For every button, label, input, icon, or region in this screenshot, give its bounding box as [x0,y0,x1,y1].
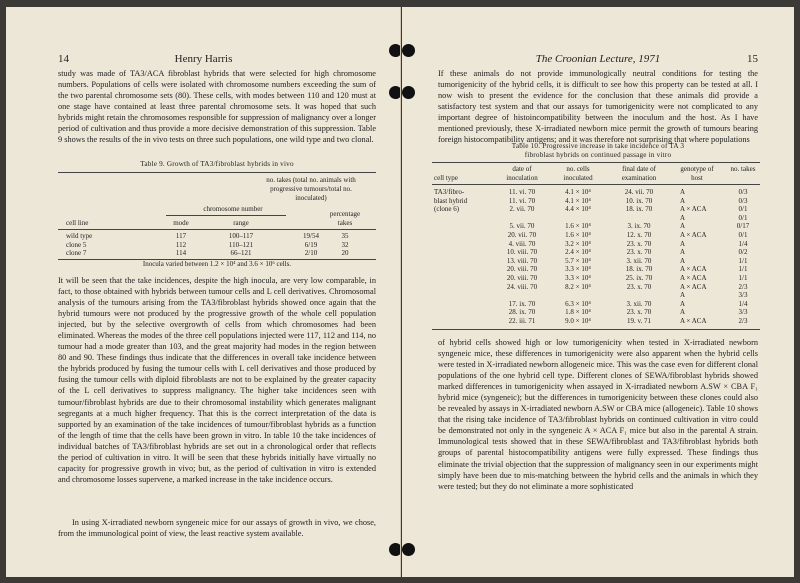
divider [58,172,376,173]
binding-hole [402,543,415,556]
table-cell: 23. x. 70 [626,248,652,257]
table-cell: 3.3 × 10⁴ [565,265,591,274]
table-cell: 35 [341,232,349,240]
binding-hole [389,44,401,57]
table-cell: 2.4 × 10⁴ [565,248,591,257]
table-cell: 112 [175,240,187,249]
binding-hole [402,86,415,99]
table-cell: 20. vii. 70 [507,231,537,239]
table-cell: 23. x. 70 [626,282,652,291]
paragraph: In using X-irradiated newborn syngeneic mice for our assays of growth in vivo, we chose, from the immunological point of view, the least reactive system available. [58,518,376,539]
table-cell: 0/3 [738,188,748,196]
table-cell: 1/1 [738,274,748,282]
table-cell: 0/1 [738,213,748,222]
divider [58,229,376,230]
table-title: Table 9. Growth of TA3/fibroblast hybrids in vivo [140,160,294,168]
table-cell: A [680,239,686,248]
table-cell: 10. ix. 70 [625,196,653,205]
table-cell: 25. ix. 70 [625,274,653,282]
table-header: no. cells inoculated [563,165,593,182]
binding-hole [402,44,415,57]
table-cell: 6/19 [304,240,318,249]
table-cell: 2/3 [738,282,748,291]
table-header: genotype of host [680,165,714,182]
divider [432,184,760,185]
running-head: The Croonian Lecture, 1971 [535,53,661,65]
table-cell: 20. viii. 70 [506,265,538,274]
table-cell: clone 7 [66,249,87,257]
running-head: Henry Harris [174,53,233,65]
table-cell: 2/10 [304,249,318,257]
table-header: final date of examination [621,165,657,182]
table-cell: 117 [175,232,187,240]
table-cell: 12. x. 70 [626,231,652,239]
table-cell: 3.3 × 10⁴ [565,274,591,282]
table-cell: A [680,256,686,265]
table-cell: 1/4 [738,239,748,248]
table-cell: 3. xii. 70 [626,299,652,308]
paragraph: of hybrid cells showed high or low tumorigenicity when tested in X-irradiated newborn syngeneic mice, these differences in tumorigenicity were also apparent when the hybrid cells were tested in X-irradiated newborn allogeneic mice. This was the case even for different clonal populations of the one hybrid cell type. Different clones of SEWA/fibroblast hybrids showed marked differences in tumorigenicity when assayed in X-irradiated newborn A.SW × CBA F₁ hybrid mice (syngeneic); but the differences in tumorigenicity between these clones could also be revealed by assays in X-irradiated newborn A.SW or CBA mice (allogeneic). Table 10 shows that the rising take incidence of TA3/fibroblast hybrids on continued cultivation in vitro could be demonstrated not only in the syngeneic A × ACA F₁ mice but also in the parental A strain. Immunological tests showed that in these SEWA/fibroblast and TA3/fibroblast hybrids both groups of parental histocompatibility antigens were fully expressed. These findings thus eliminate the trivial objection that the suppression of malignancy seen in our experiments might simply have been due to mis-matching between the hybrid cells and the animals in which they were tested; but they do not eliminate a more sophisticated [438,338,758,491]
table-header: no. takes [730,165,756,173]
table-cell: 22. iii. 71 [508,317,536,325]
table-cell: 0/3 [738,196,748,205]
table-cell: A [680,222,686,231]
table-cell: 23. x. 70 [626,308,652,317]
table-cell: 9.0 × 10⁴ [565,317,591,325]
table-header: mode [173,219,189,227]
binding-hole [389,543,401,556]
table-cell: 1.6 × 10⁴ [565,222,591,231]
table-cell: A × ACA [680,205,707,214]
table-cell: 1/1 [738,265,748,274]
table-footnote: Inocula varied between 1.2 × 10⁴ and 3.6 × 10⁶ cells. [142,260,292,268]
paragraph: If these animals do not provide immunologically neutral conditions for testing the tumorigenicity of the hybrid cells, it is difficult to see how this property can be tested at all. I now wish to present the evidence for the conclusion that these animals did provide a satisfactory test system and that our assays for tumorigenicity were not complicated to any important degree of histoincompatibility between the inoculum and the host. As I have mentioned previously, these X-irradiated newborn mice permit the growth of tumours bearing foreign histocompatibility antigens; and it was therefore not surprising that where populations [438,69,758,145]
table-header: cell type [434,174,458,182]
table-cell: 4.1 × 10⁴ [565,188,591,196]
table-cell: 110–121 [228,240,254,249]
table-cell: 18. ix. 70 [625,205,653,214]
table-cell: 10. viii. 70 [506,248,538,257]
table-cell: 11. vi. 70 [508,196,536,205]
table-cell: 2. vii. 70 [509,205,535,214]
table-cell: 3. xii. 70 [626,256,652,265]
table-title: Table 10. Progressive increase in take incidence of TA 3 [511,142,685,150]
left-page [6,7,401,577]
table-cell: 5.7 × 10⁴ [565,256,591,265]
table-cell: 3.2 × 10⁴ [565,239,591,248]
table-title: fibroblast hybrids on continued passage in vitro [524,151,672,159]
table-cell: 24. viii. 70 [506,282,538,291]
table-cell: 4. viii. 70 [508,239,536,248]
table-cell: blast hybrid [434,196,468,205]
table-cell: 8.2 × 10⁴ [565,282,591,291]
table-cell: A [680,291,686,300]
page-number: 15 [747,53,758,65]
table-cell: 1/4 [738,299,748,308]
table-cell: 1.6 × 10⁴ [565,231,591,239]
binding-hole [389,86,401,99]
table-cell: 0/17 [736,222,750,231]
table-header: range [233,219,249,227]
table-cell: 0/2 [738,248,748,257]
table-header: cell line [66,219,89,227]
table-cell: 66–121 [230,249,252,257]
table-cell: 24. vii. 70 [624,188,654,196]
table-cell: A × ACA [680,282,707,291]
table-cell: 3. ix. 70 [627,222,651,231]
table-cell: A [680,188,686,196]
table-cell: 1.8 × 10⁴ [565,308,591,317]
table-cell: 13. viii. 70 [506,256,538,265]
table-cell: 20. viii. 70 [506,274,538,282]
table-cell: A × ACA [680,317,707,325]
table-cell: 17. ix. 70 [508,299,536,308]
paragraph: It will be seen that the take incidences, despite the high inocula, are very low comparable, in fact, to those obtained with hybrids between tumour cells and L cell derivatives. Chromosomal analysis of the tumours arising from the TA3/fibroblast hybrids showed once again that the hybrid tumours were not produced by the progressive growth of the whole cell population injected, but by the selective overgrowth of cells from which chromosomes had been eliminated. Whereas the modes of the three cell populations injected were 117, 112 and 114, no tumour had a mode greater than 103, and the great majority had modes in the region between 80 and 90. These findings thus indicate that the differences in overall take incidence between the hybrids produced by fusing the tumour cells with L cell derivatives and those produced by fusing the tumour cells with diploid fibroblasts are not to be explained by the greater capacity of the L cell derivatives to suppress malignancy. The higher take incidences seen with tumour/fibroblast hybrids are due to their chromosomal instability which generates malignant segregants at a much higher frequency. That this is the correct interpretation of the data is supported by an examination of the take incidences of tumour/fibroblast hybrids as a function of the length of time that the cells have been grown in vitro. In table 10 the take incidences of individual batches of TA3/fibroblast hybrids are set out in a chronological order that reflects the period of cultivation in vitro. It will be seen that these hybrids initially have virtually no capacity for progressive growth in vivo; but, as the period of cultivation in vitro is extended and chromosome losses supervene, a marked increase in the take incidence occurs. [58,276,376,484]
table-cell: 6.3 × 10⁴ [565,299,591,308]
table-cell: (clone 6) [434,205,460,214]
table-cell: A [680,299,686,308]
table-cell: A × ACA [680,231,707,239]
right-page [402,7,794,577]
table-cell: A [680,308,686,317]
table-cell: 20 [341,249,349,257]
table-cell: 18. ix. 70 [625,265,653,274]
table-cell: 32 [341,240,349,249]
table-cell: 114 [175,249,187,257]
table-header: percentage takes [329,210,361,227]
table-cell: A × ACA [680,265,707,274]
table-cell: 0/1 [738,205,748,214]
table-cell: A [680,196,686,205]
table-cell: 4.1 × 10⁴ [565,196,591,205]
table-cell: 4.4 × 10⁴ [565,205,591,214]
divider [432,162,760,163]
book-spread [6,7,794,577]
table-cell: A × ACA [680,274,707,282]
table-group-header: chromosome number [203,205,263,213]
table-cell: clone 5 [66,240,87,249]
table-cell: wild type [66,232,93,240]
table-cell: 23. x. 70 [626,239,652,248]
table-cell: 1/1 [738,256,748,265]
table-cell: 3/3 [738,291,748,300]
divider [432,329,760,330]
divider [166,215,286,216]
table-cell: 19/54 [303,232,319,240]
table-cell: 28. ix. 70 [508,308,536,317]
page-number: 14 [58,53,69,65]
table-cell: 2/3 [738,317,748,325]
table-cell: TA3/fibro- [434,188,465,196]
table-cell: 19. v. 71 [626,317,652,325]
table-cell: A [680,248,686,257]
table-cell: 3/3 [738,308,748,317]
paragraph: study was made of TA3/ACA fibroblast hybrids that were selected for high chromosome numbers. Populations of cells were isolated with chromosome numbers exceeding the sum of the two parental chromosome sets (80). These cells, with modes between 110 and 120 must at one stage have contained at least three parental chromosome sets. It was hoped that such hybrids might retain the chromosomes responsible for suppression of malignancy over a longer period of cultivation and thus provide a more decisive demonstration of this suppression. Table 9 shows the results of the in vivo tests on three such populations, one wild type and two clonal. [58,69,376,145]
table-header: no. takes (total no. animals with progressive tumours/total no. inoculated) [266,176,356,202]
table-cell: 100–117 [228,232,254,240]
table-header: date of inoculation [506,165,538,182]
table-cell: A [680,213,686,222]
table-cell: 5. vii. 70 [509,222,535,231]
table-cell: 11. vi. 70 [508,188,536,196]
table-cell: 0/1 [738,231,748,239]
